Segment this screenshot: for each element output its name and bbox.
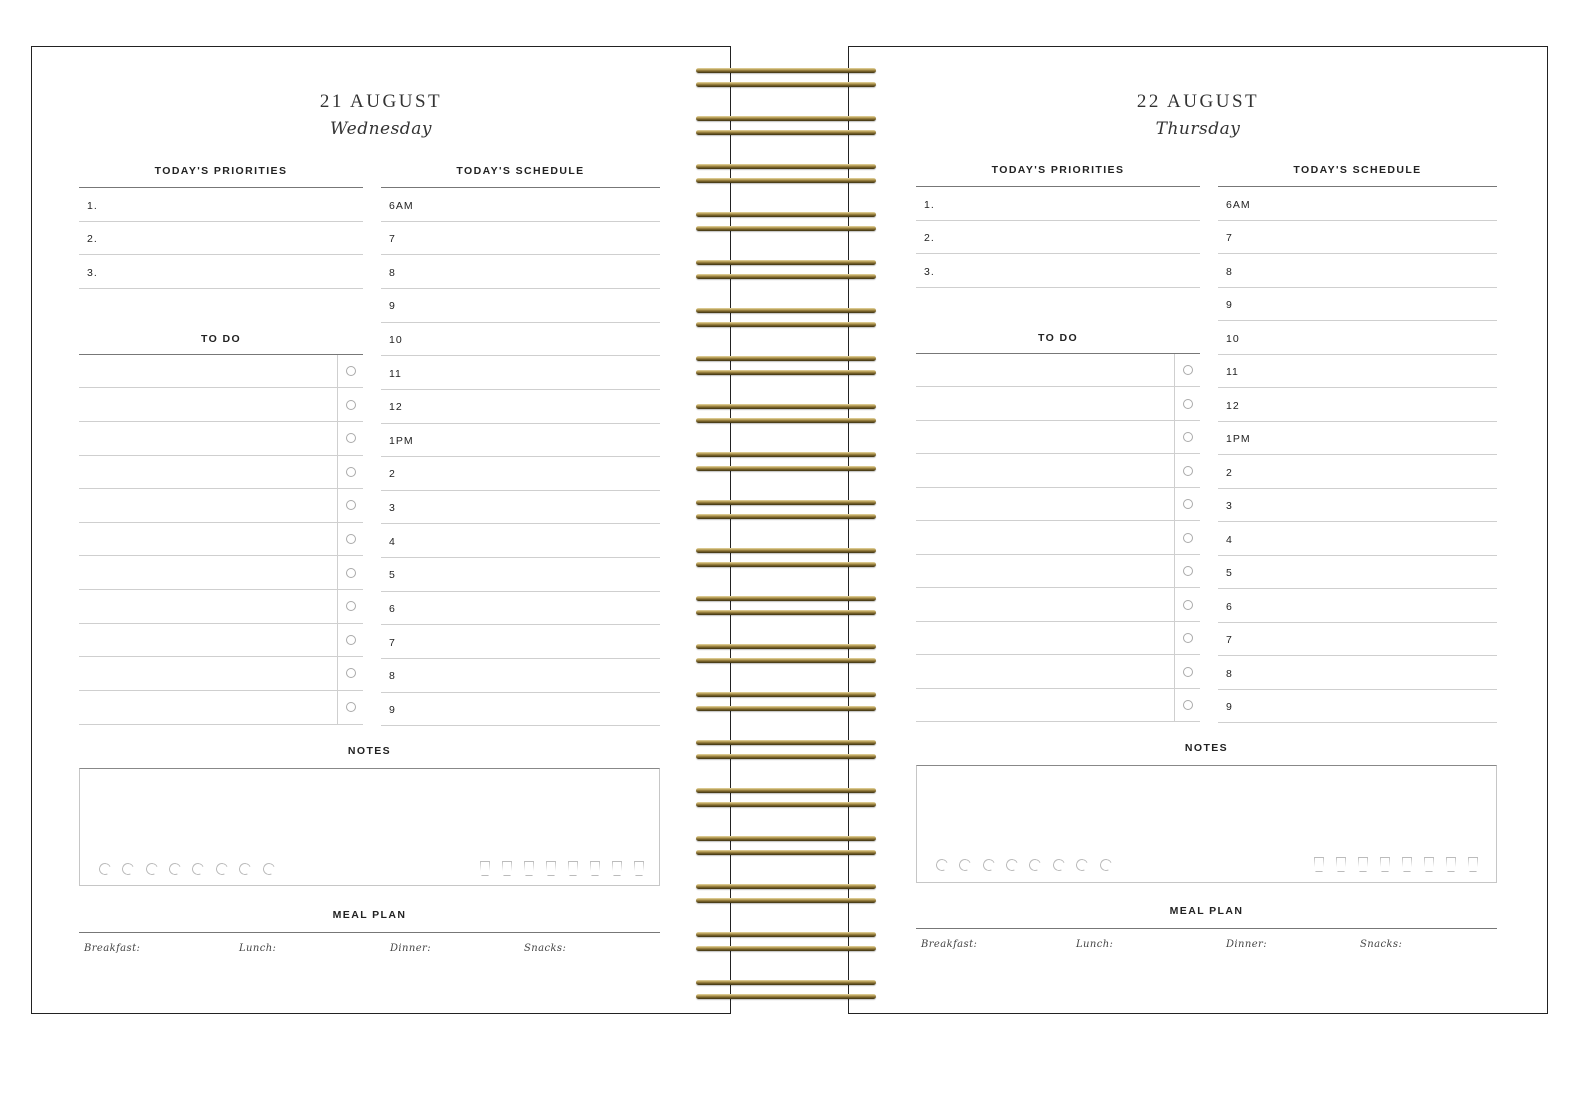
water-glass-icon[interactable] (1424, 857, 1434, 872)
meal-lunch-label: Lunch: (239, 943, 277, 954)
priority-row[interactable]: 1. (924, 199, 935, 211)
schedule-hour: 4 (389, 536, 396, 548)
water-glass-icon[interactable] (568, 861, 578, 876)
todo-checkbox[interactable] (346, 702, 356, 712)
meal-snacks-label: Snacks: (1360, 939, 1403, 950)
todo-checkbox[interactable] (1183, 633, 1193, 643)
notes-box[interactable] (79, 768, 660, 886)
schedule-hour: 7 (389, 637, 396, 649)
meal-plan-rule (916, 928, 1497, 929)
spiral-coil (696, 994, 876, 999)
schedule-hour: 12 (1226, 400, 1240, 412)
planner-page-left (31, 46, 731, 1014)
spiral-coil (696, 404, 876, 409)
spiral-coil (696, 514, 876, 519)
water-glass-icon[interactable] (1314, 857, 1324, 872)
spiral-coil (696, 116, 876, 121)
todo-checkbox[interactable] (346, 534, 356, 544)
water-glass-icon[interactable] (1402, 857, 1412, 872)
todo-checkbox[interactable] (1183, 600, 1193, 610)
todo-header: TO DO (1037, 332, 1079, 344)
schedule-header: TODAY'S SCHEDULE (456, 165, 585, 177)
spiral-coil (696, 370, 876, 375)
todo-checkbox[interactable] (346, 433, 356, 443)
priority-row[interactable]: 2. (87, 233, 98, 245)
schedule-hour: 6AM (389, 200, 414, 212)
spiral-coil (696, 980, 876, 985)
todo-checkbox[interactable] (1183, 432, 1193, 442)
notes-box[interactable] (916, 765, 1497, 883)
todo-checkbox[interactable] (1183, 667, 1193, 677)
moon-icon[interactable] (934, 857, 949, 872)
spiral-coil (696, 68, 876, 73)
spiral-coil (696, 356, 876, 361)
spiral-coil (696, 178, 876, 183)
schedule-hour: 6AM (1226, 199, 1251, 211)
spiral-coil (696, 644, 876, 649)
spiral-coil (696, 274, 876, 279)
schedule-hour: 7 (389, 233, 396, 245)
spiral-coil (696, 562, 876, 567)
moon-icon[interactable] (957, 857, 972, 872)
spiral-coil (696, 754, 876, 759)
todo-checkbox[interactable] (1183, 533, 1193, 543)
meal-lunch-label: Lunch: (1076, 939, 1114, 950)
moon-icon[interactable] (1051, 857, 1066, 872)
meal-plan-header: MEAL PLAN (332, 909, 407, 921)
schedule-hour: 7 (1226, 634, 1233, 646)
moon-icon[interactable] (981, 857, 996, 872)
moon-icon[interactable] (144, 861, 159, 876)
spiral-coil (696, 836, 876, 841)
schedule-hour: 8 (1226, 668, 1233, 680)
moon-icon[interactable] (237, 861, 252, 876)
schedule-hour: 2 (389, 468, 396, 480)
water-glass-icon[interactable] (590, 861, 600, 876)
moon-icon[interactable] (1098, 857, 1113, 872)
priority-row[interactable]: 2. (924, 232, 935, 244)
todo-checkbox[interactable] (1183, 399, 1193, 409)
todo-list (79, 354, 363, 726)
spiral-coil (696, 788, 876, 793)
spiral-coil (696, 610, 876, 615)
water-glass-icon[interactable] (1336, 857, 1346, 872)
schedule-list (1218, 186, 1497, 731)
schedule-hour: 1PM (389, 435, 414, 447)
schedule-hour: 8 (1226, 266, 1233, 278)
spiral-coil (696, 802, 876, 807)
moon-icon[interactable] (1004, 857, 1019, 872)
moon-icon[interactable] (167, 861, 182, 876)
water-glass-icon[interactable] (480, 861, 490, 876)
schedule-hour: 10 (389, 334, 403, 346)
priority-row[interactable]: 1. (87, 200, 98, 212)
schedule-hour: 8 (389, 267, 396, 279)
water-glass-icon[interactable] (1468, 857, 1478, 872)
spiral-coil (696, 322, 876, 327)
schedule-hour: 3 (389, 502, 396, 514)
todo-checkbox[interactable] (346, 568, 356, 578)
moon-icon[interactable] (214, 861, 229, 876)
schedule-hour: 9 (389, 704, 396, 716)
spiral-coil (696, 850, 876, 855)
todo-checkbox[interactable] (346, 500, 356, 510)
meal-snacks-label: Snacks: (524, 943, 567, 954)
schedule-hour: 9 (1226, 701, 1233, 713)
page-date: 21 AUGUST (319, 91, 443, 112)
spiral-coil (696, 260, 876, 265)
schedule-hour: 9 (389, 300, 396, 312)
moon-icon[interactable] (261, 861, 276, 876)
water-glass-icon[interactable] (1380, 857, 1390, 872)
schedule-hour: 5 (1226, 567, 1233, 579)
water-glass-icon[interactable] (1446, 857, 1456, 872)
todo-checkbox[interactable] (1183, 700, 1193, 710)
spiral-coil (696, 548, 876, 553)
schedule-header: TODAY'S SCHEDULE (1293, 164, 1422, 176)
todo-checkbox[interactable] (346, 400, 356, 410)
meal-breakfast-label: Breakfast: (921, 939, 978, 950)
meal-dinner-label: Dinner: (1226, 939, 1267, 950)
schedule-hour: 12 (389, 401, 403, 413)
spiral-coil (696, 226, 876, 231)
moon-icon[interactable] (190, 861, 205, 876)
priorities-header: TODAY'S PRIORITIES (154, 165, 288, 177)
todo-checkbox[interactable] (346, 366, 356, 376)
todo-checkbox[interactable] (346, 601, 356, 611)
moon-icon[interactable] (97, 861, 112, 876)
schedule-hour: 11 (389, 368, 402, 380)
page-weekday: Thursday (1155, 119, 1241, 139)
spiral-coil (696, 932, 876, 937)
notes-header: NOTES (1184, 742, 1229, 754)
schedule-list (381, 187, 660, 732)
water-glass-icon[interactable] (502, 861, 512, 876)
spiral-coil (696, 418, 876, 423)
spiral-coil (696, 740, 876, 745)
meal-dinner-label: Dinner: (390, 943, 431, 954)
water-glass-icon[interactable] (546, 861, 556, 876)
todo-checkbox[interactable] (1183, 499, 1193, 509)
todo-checkbox[interactable] (346, 467, 356, 477)
spiral-coil (696, 946, 876, 951)
water-glass-icon[interactable] (524, 861, 534, 876)
spiral-coil (696, 82, 876, 87)
priorities-list (916, 186, 1200, 296)
moon-icon[interactable] (120, 861, 135, 876)
todo-checkbox[interactable] (1183, 365, 1193, 375)
water-glass-icon[interactable] (634, 861, 644, 876)
meal-breakfast-label: Breakfast: (84, 943, 141, 954)
priority-row[interactable]: 3. (87, 267, 98, 279)
schedule-hour: 4 (1226, 534, 1233, 546)
priorities-header: TODAY'S PRIORITIES (991, 164, 1125, 176)
schedule-hour: 11 (1226, 366, 1239, 378)
schedule-hour: 3 (1226, 500, 1233, 512)
spiral-coil (696, 164, 876, 169)
spiral-coil (696, 130, 876, 135)
schedule-hour: 8 (389, 670, 396, 682)
schedule-hour: 10 (1226, 333, 1240, 345)
spiral-coil (696, 596, 876, 601)
moon-icon[interactable] (1027, 857, 1042, 872)
todo-checkbox[interactable] (346, 668, 356, 678)
todo-list (916, 353, 1200, 725)
spiral-coil (696, 658, 876, 663)
spiral-binding (696, 62, 878, 1002)
water-glass-icon[interactable] (612, 861, 622, 876)
page-weekday: Wednesday (330, 119, 432, 139)
spiral-coil (696, 692, 876, 697)
notes-header: NOTES (347, 745, 392, 757)
meal-plan-rule (79, 932, 660, 933)
meal-plan-header: MEAL PLAN (1169, 905, 1244, 917)
schedule-hour: 6 (389, 603, 396, 615)
schedule-hour: 6 (1226, 601, 1233, 613)
spiral-coil (696, 706, 876, 711)
todo-checkbox[interactable] (1183, 566, 1193, 576)
spiral-coil (696, 212, 876, 217)
schedule-hour: 7 (1226, 232, 1233, 244)
priorities-list (79, 187, 363, 297)
spiral-coil (696, 898, 876, 903)
water-glass-icon[interactable] (1358, 857, 1368, 872)
todo-checkbox[interactable] (1183, 466, 1193, 476)
spiral-coil (696, 308, 876, 313)
moon-icon[interactable] (1074, 857, 1089, 872)
spiral-coil (696, 452, 876, 457)
schedule-hour: 9 (1226, 299, 1233, 311)
todo-header: TO DO (200, 333, 242, 345)
schedule-hour: 2 (1226, 467, 1233, 479)
spiral-coil (696, 500, 876, 505)
spiral-coil (696, 884, 876, 889)
todo-checkbox[interactable] (346, 635, 356, 645)
planner-page-right (848, 46, 1548, 1014)
priority-row[interactable]: 3. (924, 266, 935, 278)
spiral-coil (696, 466, 876, 471)
schedule-hour: 5 (389, 569, 396, 581)
page-date: 22 AUGUST (1136, 91, 1260, 112)
schedule-hour: 1PM (1226, 433, 1251, 445)
